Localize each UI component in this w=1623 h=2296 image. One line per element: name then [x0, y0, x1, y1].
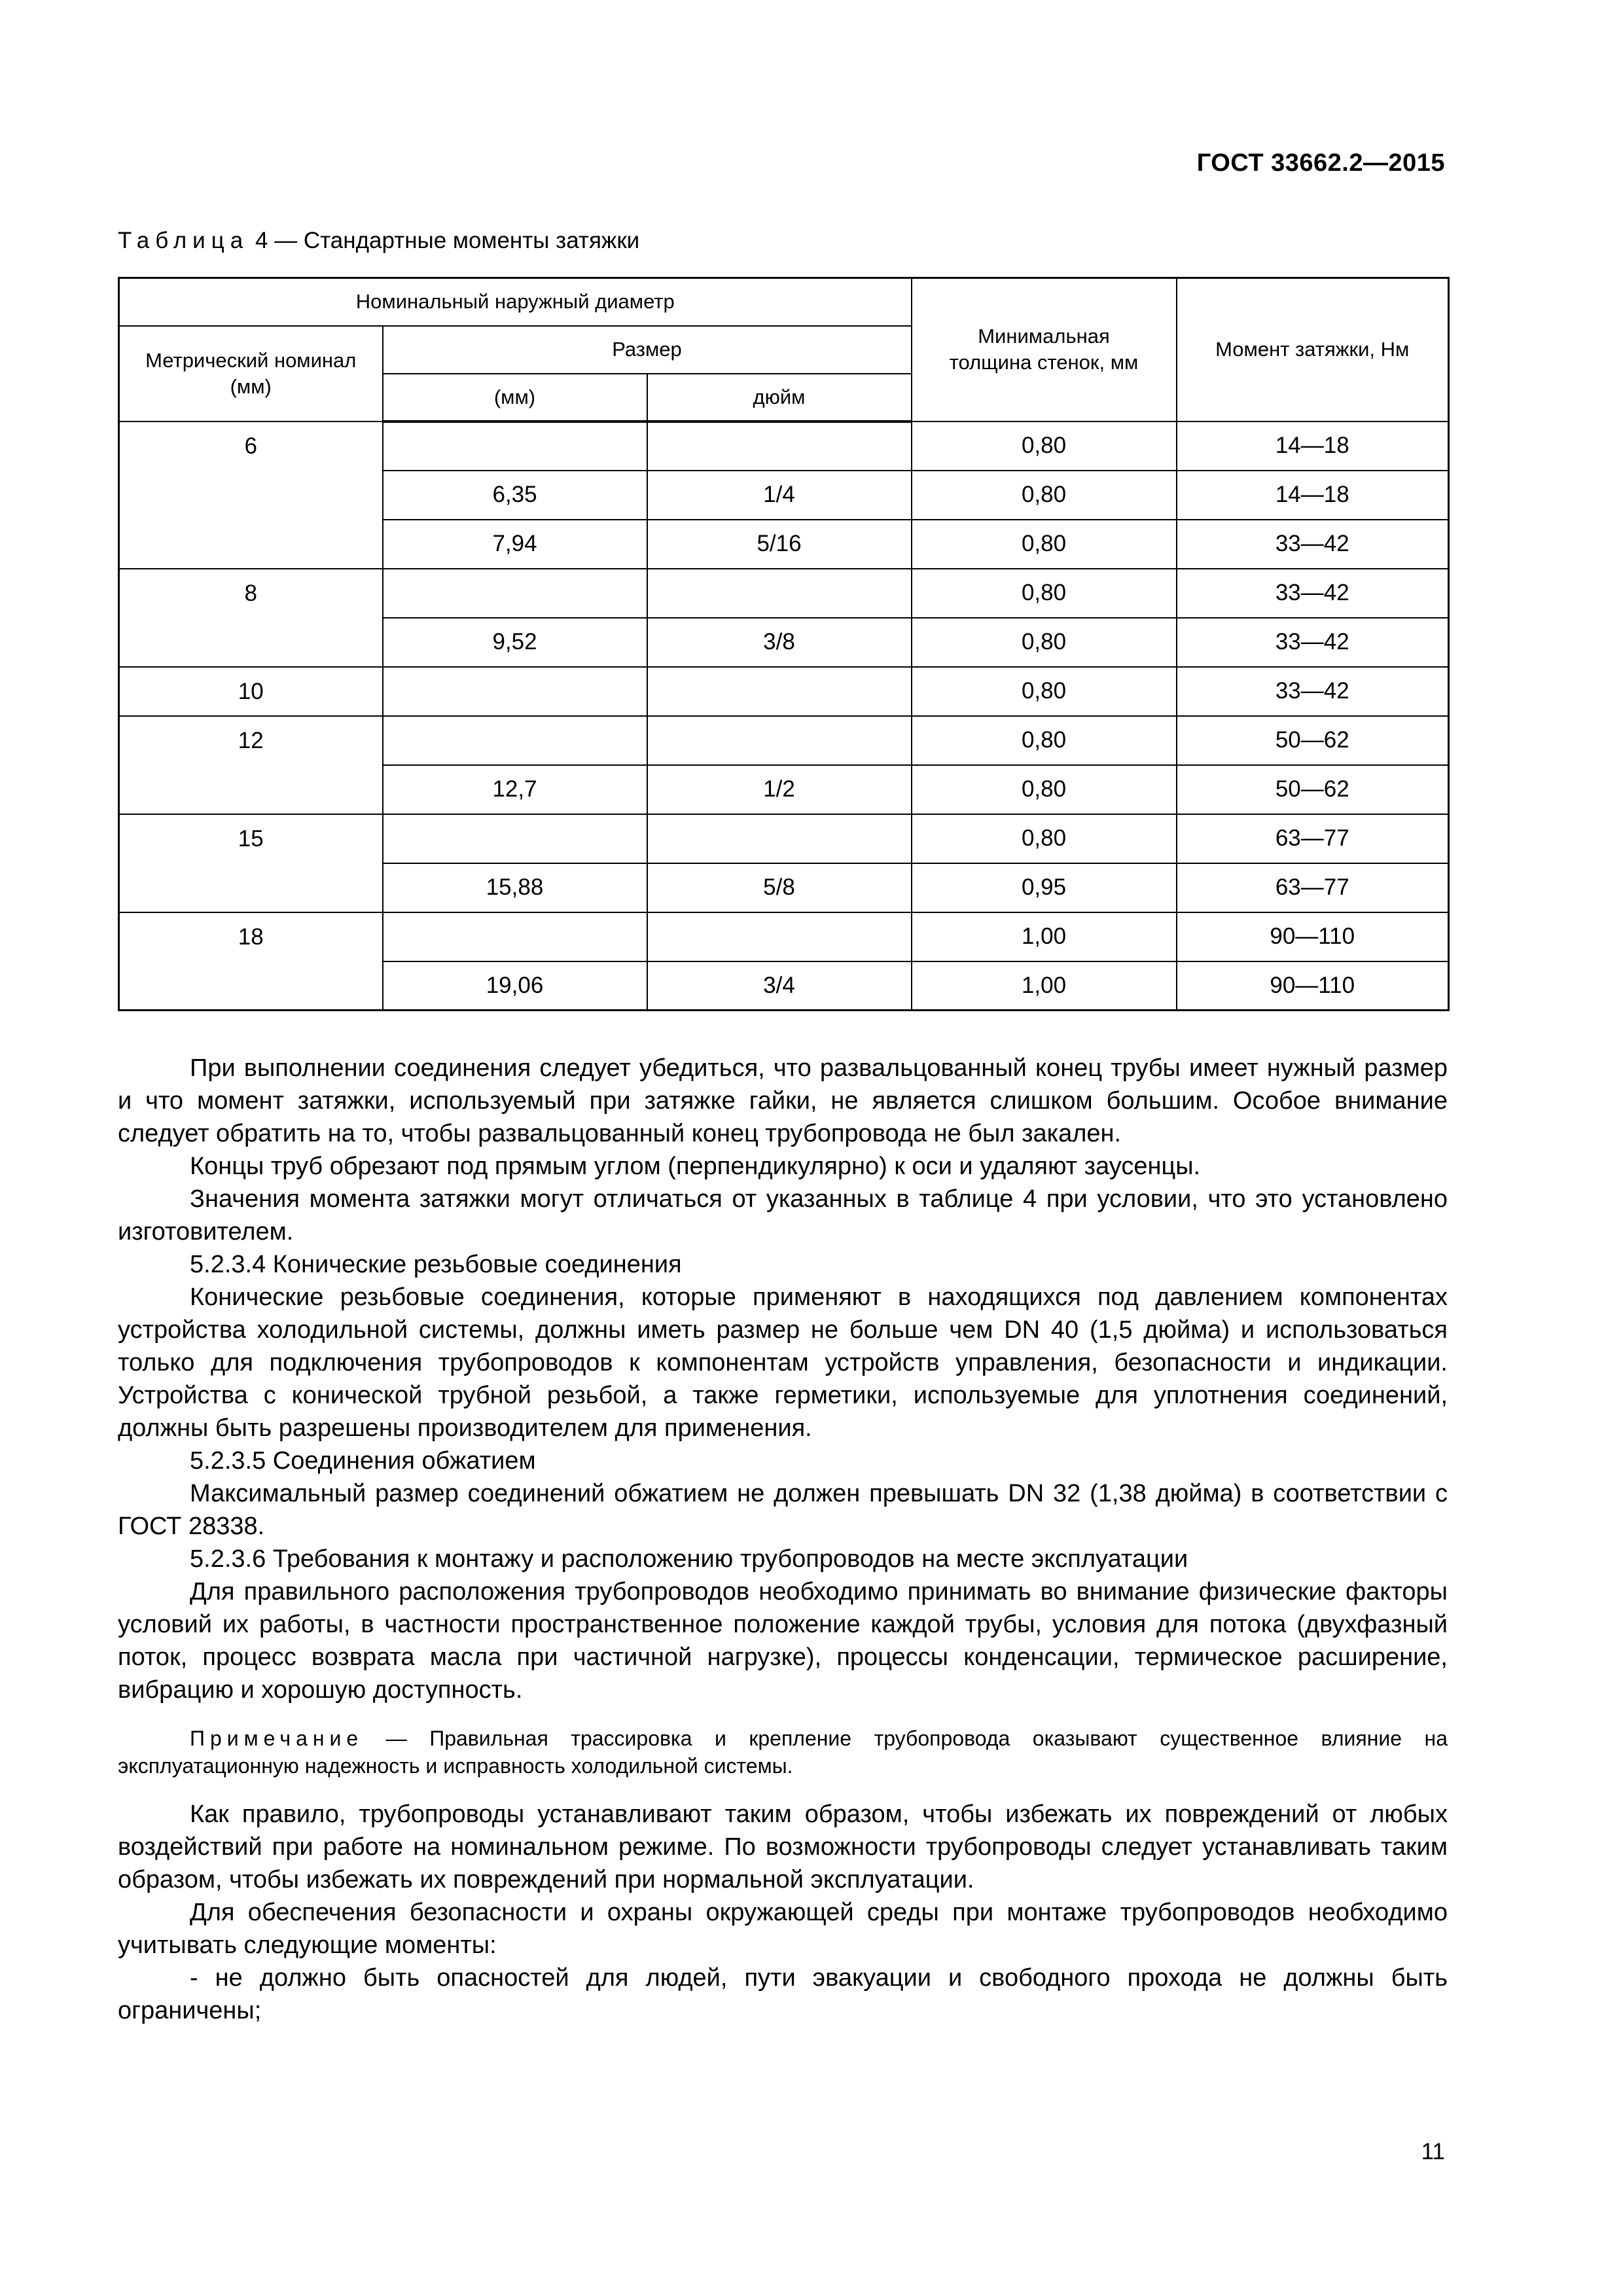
cell-metric: 18	[119, 912, 383, 1011]
cell-inch: 5/8	[647, 863, 912, 912]
header-size: Размер	[383, 326, 912, 374]
cell-metric: 12	[119, 716, 383, 814]
cell-mm	[383, 422, 647, 471]
cell-inch: 1/2	[647, 765, 912, 814]
header-torque: Момент затяжки, Нм	[1177, 278, 1449, 422]
section-heading: 5.2.3.4 Конические резьбовые соединения	[190, 1251, 682, 1278]
note	[118, 1725, 1448, 1780]
cell-torque: 33—42	[1177, 520, 1449, 569]
paragraph: Как правило, трубопроводы устанавливают таким образом, чтобы избежать их повреждений от любых воздействий при работе на номинальном режиме. По возможности трубопроводы следует устанавливать таким образом, чтобы избежать их повреждений при нормальной эксплуатации.	[118, 1801, 1448, 1893]
cell-inch: 5/16	[647, 520, 912, 569]
cell-wall: 1,00	[912, 912, 1177, 961]
cell-inch	[647, 716, 912, 765]
cell-torque: 50—62	[1177, 716, 1449, 765]
cell-mm: 19,06	[383, 961, 647, 1011]
table-row	[119, 716, 1449, 765]
header-mm: (мм)	[383, 374, 647, 422]
table-row	[119, 667, 1449, 716]
cell-torque: 90—110	[1177, 961, 1449, 1011]
cell-torque: 33—42	[1177, 667, 1449, 716]
cell-wall: 1,00	[912, 961, 1177, 1011]
cell-wall: 0,80	[912, 520, 1177, 569]
cell-metric: 8	[119, 569, 383, 667]
cell-wall: 0,80	[912, 422, 1177, 471]
cell-wall: 0,80	[912, 667, 1177, 716]
list-item: - не должно быть опасностей для людей, пути эвакуации и свободного прохода не должны быть ограничены;	[118, 1964, 1448, 2024]
header-nominal-diameter: Номинальный наружный диаметр	[119, 278, 912, 326]
cell-mm	[383, 569, 647, 618]
cell-torque: 33—42	[1177, 618, 1449, 667]
table-row	[119, 422, 1449, 471]
cell-wall: 0,80	[912, 814, 1177, 863]
cell-mm: 7,94	[383, 520, 647, 569]
note-label: Примечание	[190, 1727, 364, 1750]
cell-wall: 0,80	[912, 569, 1177, 618]
cell-inch: 3/4	[647, 961, 912, 1011]
cell-inch	[647, 814, 912, 863]
document-code: ГОСТ 33662.2—2015	[1196, 149, 1445, 177]
cell-mm	[383, 912, 647, 961]
table-row	[119, 912, 1449, 961]
cell-inch: 1/4	[647, 471, 912, 520]
cell-wall: 0,95	[912, 863, 1177, 912]
cell-inch	[647, 667, 912, 716]
cell-metric: 15	[119, 814, 383, 912]
paragraph: Значения момента затяжки могут отличаться от указанных в таблице 4 при условии, что это установлено изготовителем.	[118, 1185, 1448, 1246]
paragraph: Концы труб обрезают под прямым углом (перпендикулярно) к оси и удаляют заусенцы.	[190, 1153, 1201, 1180]
cell-mm	[383, 814, 647, 863]
cell-mm	[383, 716, 647, 765]
paragraph: Для обеспечения безопасности и охраны окружающей среды при монтаже трубопроводов необходимо учитывать следующие моменты:	[118, 1899, 1448, 1959]
section-heading: 5.2.3.6 Требования к монтажу и расположению трубопроводов на месте эксплуатации	[190, 1545, 1188, 1573]
cell-mm	[383, 667, 647, 716]
cell-wall: 0,80	[912, 618, 1177, 667]
cell-inch	[647, 569, 912, 618]
cell-torque: 33—42	[1177, 569, 1449, 618]
paragraph: При выполнении соединения следует убедиться, что развальцованный конец трубы имеет нужный размер и что момент затяжки, используемый при затяжке гайки, не является слишком большим. Особое внимание следует обратить на то, чтобы развальцованный конец трубопровода не был закален.	[118, 1054, 1448, 1147]
cell-torque: 63—77	[1177, 863, 1449, 912]
cell-torque: 50—62	[1177, 765, 1449, 814]
cell-inch	[647, 912, 912, 961]
cell-wall: 0,80	[912, 716, 1177, 765]
cell-torque: 14—18	[1177, 422, 1449, 471]
cell-inch	[647, 422, 912, 471]
cell-mm: 6,35	[383, 471, 647, 520]
header-inch: дюйм	[647, 374, 912, 422]
table-row	[119, 569, 1449, 618]
header-min-wall: Минимальная толщина стенок, мм	[912, 278, 1177, 422]
torque-table	[118, 277, 1450, 1011]
cell-metric: 10	[119, 667, 383, 716]
cell-torque: 90—110	[1177, 912, 1449, 961]
cell-torque: 63—77	[1177, 814, 1449, 863]
cell-mm: 9,52	[383, 618, 647, 667]
paragraph: Максимальный размер соединений обжатием не должен превышать DN 32 (1,38 дюйма) в соответствии с ГОСТ 28338.	[118, 1480, 1448, 1540]
cell-mm: 12,7	[383, 765, 647, 814]
page-number: 11	[1421, 2139, 1445, 2164]
note-text: — Правильная трассировка и крепление трубопровода оказывают существенное влияние на эксплуатационную надежность и исправность холодильной системы.	[118, 1727, 1448, 1778]
paragraph: Конические резьбовые соединения, которые применяют в находящихся под давлением компонентах устройства холодильной системы, должны иметь размер не больше чем DN 40 (1,5 дюйма) и использоваться только для подключения трубопроводов к компонентам устройств управления, безопасности и индикации. Устройства с конической трубной резьбой, а также герметики, используемые для уплотнения соединений, должны быть разрешены производителем для применения.	[118, 1283, 1448, 1442]
table-row	[119, 814, 1449, 863]
cell-inch: 3/8	[647, 618, 912, 667]
body-text	[118, 1052, 1448, 2027]
cell-wall: 0,80	[912, 471, 1177, 520]
table-caption-text: 4 — Стандартные моменты затяжки	[255, 228, 640, 253]
section-heading: 5.2.3.5 Соединения обжатием	[190, 1447, 536, 1475]
cell-mm: 15,88	[383, 863, 647, 912]
cell-wall: 0,80	[912, 765, 1177, 814]
header-metric-nominal: Метрический номинал (мм)	[119, 326, 383, 422]
cell-metric: 6	[119, 422, 383, 569]
table-caption-label: Таблица	[118, 228, 249, 253]
cell-torque: 14—18	[1177, 471, 1449, 520]
table-caption	[118, 228, 639, 254]
paragraph: Для правильного расположения трубопроводов необходимо принимать во внимание физические факторы условий их работы, в частности пространственное положение каждой трубы, условия для потока (двухфазный поток, процесс возврата масла при частичной нагрузке), процессы конденсации, термическое расширение, вибрацию и хорошую доступность.	[118, 1578, 1448, 1704]
